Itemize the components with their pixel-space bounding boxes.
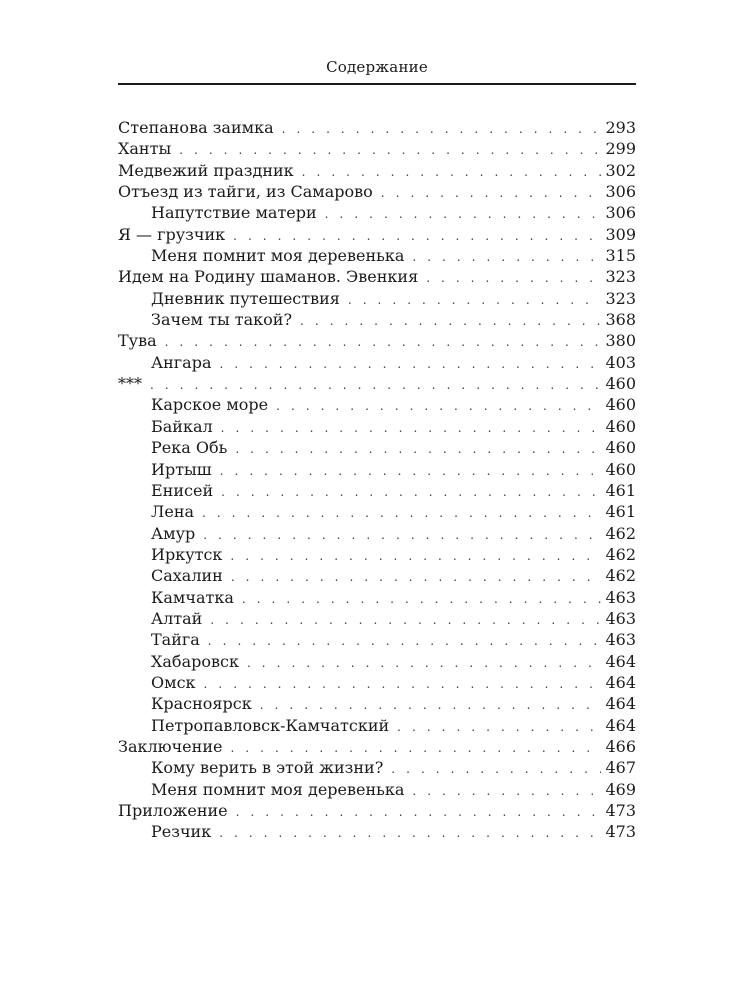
toc-entry-title: Камчатка	[151, 587, 234, 607]
header-rule	[118, 83, 636, 85]
toc-entry	[118, 373, 636, 394]
dot-leader	[397, 717, 601, 738]
toc-entry	[118, 245, 636, 266]
toc-entry-title: Идем на Родину шаманов. Эвенкия	[118, 267, 419, 287]
toc-entry-title: Ханты	[118, 139, 172, 159]
dot-leader	[233, 226, 601, 247]
table-of-contents	[118, 117, 636, 843]
toc-entry-page-number: 463	[605, 587, 636, 607]
toc-entry	[118, 693, 636, 714]
toc-entry-title: Енисей	[151, 480, 214, 500]
toc-entry	[118, 309, 636, 330]
toc-entry-page-number: 460	[605, 416, 636, 436]
dot-leader	[221, 482, 601, 503]
toc-entry-title: Меня помнит моя деревенька	[151, 246, 405, 266]
toc-entry-page-number: 473	[605, 822, 636, 842]
toc-entry-page-number: 462	[605, 566, 636, 586]
toc-entry-title: Лена	[151, 502, 195, 522]
toc-entry-page-number: 461	[605, 502, 636, 522]
toc-entry-title: Напутствие матери	[151, 203, 317, 223]
toc-entry	[118, 821, 636, 842]
toc-entry-page-number: 462	[605, 523, 636, 543]
toc-entry-page-number: 299	[605, 139, 636, 159]
dot-leader	[204, 674, 602, 695]
toc-entry-page-number: 466	[605, 736, 636, 756]
toc-entry	[118, 224, 636, 245]
dot-leader	[203, 525, 601, 546]
toc-entry	[118, 288, 636, 309]
toc-entry-title: Амур	[151, 523, 196, 543]
toc-entry-title: Я — грузчик	[118, 224, 226, 244]
toc-entry-title: Хабаровск	[151, 651, 239, 671]
toc-entry-title: Медвежий праздник	[118, 160, 294, 180]
toc-entry-title: Зачем ты такой?	[151, 310, 293, 330]
toc-entry	[118, 181, 636, 202]
toc-entry-title: Отъезд из тайги, из Самарово	[118, 182, 373, 202]
toc-entry-title: Омск	[151, 672, 196, 692]
dot-leader	[412, 247, 601, 268]
toc-entry-page-number: 368	[605, 310, 636, 330]
toc-entry-title: Байкал	[151, 416, 213, 436]
toc-entry	[118, 565, 636, 586]
toc-entry-page-number: 309	[605, 224, 636, 244]
dot-leader	[247, 653, 602, 674]
toc-entry	[118, 779, 636, 800]
dot-leader	[242, 589, 602, 610]
toc-entry-page-number: 464	[605, 672, 636, 692]
toc-entry	[118, 202, 636, 223]
toc-entry	[118, 416, 636, 437]
dot-leader	[179, 140, 601, 161]
toc-entry	[118, 672, 636, 693]
dot-leader	[210, 610, 601, 631]
toc-entry	[118, 736, 636, 757]
toc-entry-title: Резчик	[151, 822, 212, 842]
toc-entry	[118, 437, 636, 458]
dot-leader	[302, 162, 602, 183]
toc-entry-title: Ангара	[151, 352, 212, 372]
dot-leader	[282, 119, 602, 140]
toc-entry-page-number: 473	[605, 801, 636, 820]
toc-entry-title: Карское море	[151, 395, 269, 415]
dot-leader	[235, 439, 601, 460]
toc-entry-page-number: 293	[605, 118, 636, 137]
toc-entry	[118, 352, 636, 373]
toc-entry	[118, 608, 636, 629]
toc-entry-page-number: 462	[605, 544, 636, 564]
toc-entry	[118, 587, 636, 608]
dot-leader	[325, 204, 602, 225]
dot-leader	[202, 503, 601, 524]
toc-entry-title: Красноярск	[151, 694, 252, 714]
toc-entry-title: Заключение	[118, 736, 223, 756]
toc-entry-title: ***	[118, 374, 142, 394]
dot-leader	[230, 738, 601, 759]
toc-entry-title: Меня помнит моя деревенька	[151, 779, 405, 799]
toc-entry-page-number: 463	[605, 630, 636, 650]
dot-leader	[165, 332, 602, 353]
toc-entry-page-number: 302	[605, 160, 636, 180]
toc-entry	[118, 800, 636, 821]
running-head-title: Содержание	[326, 58, 428, 76]
dot-leader	[221, 418, 602, 439]
toc-entry-page-number: 464	[605, 694, 636, 714]
dot-leader	[276, 396, 601, 417]
dot-leader	[230, 546, 601, 567]
toc-entry-title: Алтай	[151, 608, 203, 628]
dot-leader	[219, 823, 601, 844]
dot-leader	[260, 695, 602, 716]
toc-entry	[118, 651, 636, 672]
toc-entry-page-number: 460	[605, 374, 636, 394]
toc-entry-page-number: 460	[605, 438, 636, 458]
toc-entry-page-number: 463	[605, 608, 636, 628]
toc-entry-title: Степанова заимка	[118, 118, 274, 137]
toc-entry-page-number: 315	[605, 246, 636, 266]
toc-entry-title: Кому верить в этой жизни?	[151, 758, 384, 778]
toc-entry-title: Иртыш	[151, 459, 212, 479]
toc-entry-page-number: 323	[605, 288, 636, 308]
toc-entry	[118, 117, 636, 138]
toc-entry	[118, 160, 636, 181]
dot-leader	[220, 461, 602, 482]
dot-leader	[208, 631, 602, 652]
toc-entry	[118, 523, 636, 544]
toc-entry-page-number: 306	[605, 203, 636, 223]
toc-entry	[118, 138, 636, 159]
toc-entry-title: Тайга	[151, 630, 200, 650]
toc-entry	[118, 757, 636, 778]
toc-entry-page-number: 380	[605, 331, 636, 351]
toc-entry-page-number: 467	[605, 758, 636, 778]
toc-entry-page-number: 460	[605, 395, 636, 415]
toc-entry-page-number: 403	[605, 352, 636, 372]
toc-entry-page-number: 323	[605, 267, 636, 287]
toc-entry	[118, 330, 636, 351]
toc-entry	[118, 266, 636, 287]
toc-entry-title: Приложение	[118, 801, 228, 820]
dot-leader	[381, 183, 602, 204]
toc-entry-title: Река Обь	[151, 438, 228, 458]
toc-entry-title: Дневник путешествия	[151, 288, 340, 308]
toc-entry	[118, 629, 636, 650]
dot-leader	[231, 567, 602, 588]
toc-entry-page-number: 469	[605, 779, 636, 799]
dot-leader	[348, 290, 602, 311]
dot-leader	[426, 268, 601, 289]
dot-leader	[412, 781, 601, 802]
dot-leader	[300, 311, 601, 332]
toc-entry-title: Тува	[118, 331, 157, 351]
toc-entry-page-number: 461	[605, 480, 636, 500]
toc-entry	[118, 480, 636, 501]
toc-entry	[118, 394, 636, 415]
toc-entry	[118, 459, 636, 480]
toc-entry	[118, 501, 636, 522]
toc-entry-page-number: 464	[605, 715, 636, 735]
toc-entry-title: Иркутск	[151, 544, 223, 564]
dot-leader	[236, 802, 602, 823]
toc-entry-page-number: 306	[605, 182, 636, 202]
dot-leader	[219, 354, 601, 375]
toc-entry-title: Сахалин	[151, 566, 223, 586]
toc-entry	[118, 544, 636, 565]
toc-entry	[118, 715, 636, 736]
toc-entry-page-number: 464	[605, 651, 636, 671]
toc-entry-title: Петропавловск-Камчатский	[151, 715, 390, 735]
dot-leader	[150, 375, 601, 396]
toc-entry-page-number: 460	[605, 459, 636, 479]
dot-leader	[391, 759, 601, 780]
